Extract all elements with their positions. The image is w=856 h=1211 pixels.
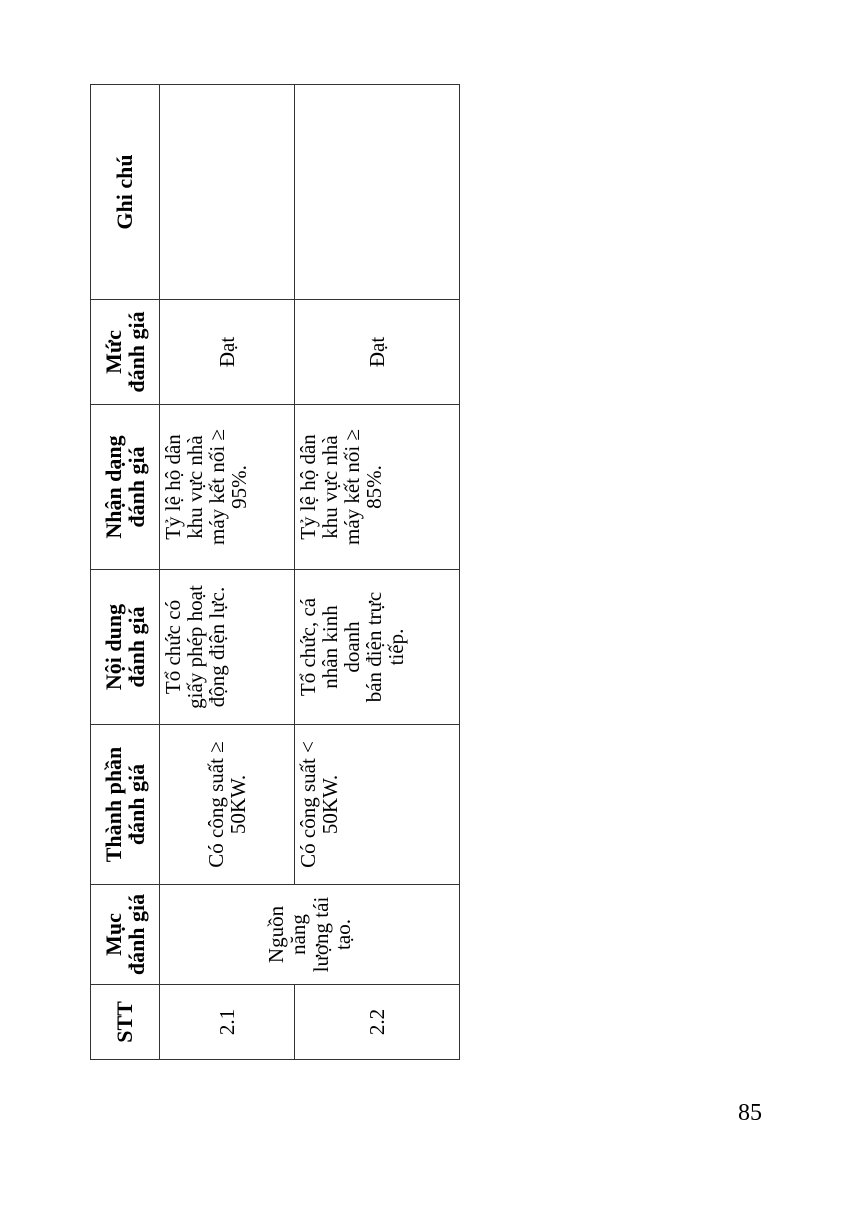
cell-text-line: khu vực nhà — [318, 435, 343, 539]
cell-text-line: tiếp. — [384, 628, 409, 666]
cell-muc: Đạt — [160, 300, 295, 405]
cell-muc-danh-gia — [160, 885, 460, 985]
cell-nhan-dang — [160, 405, 295, 570]
cell-noi-dung — [160, 570, 295, 725]
table-row — [160, 85, 295, 1060]
cell-text-line: Tổ chức, cá — [296, 597, 320, 697]
cell-text-line: tạo. — [330, 919, 355, 950]
header-muc — [91, 300, 160, 405]
cell-text-line: Nguồn — [264, 905, 289, 964]
cell-text-line: đánh giá — [124, 763, 149, 846]
cell-text-line: Nhận dạng — [100, 435, 126, 539]
cell-text-line: Mức — [100, 330, 126, 374]
cell-stt: 2.1 — [160, 985, 295, 1060]
cell-text-line: Tổ chức có — [161, 599, 185, 695]
cell-text-line: năng — [286, 914, 311, 955]
cell-text-line: máy kết nối ≥ — [205, 429, 230, 545]
cell-noi-dung — [295, 570, 460, 725]
cell-ghi-chu — [160, 85, 295, 300]
cell-stt: 2.2 — [295, 985, 460, 1060]
header-ghi-chu: Ghi chú — [91, 85, 160, 300]
header-stt: STT — [91, 985, 160, 1060]
cell-text-line: đánh giá — [124, 311, 149, 393]
cell-text-line: lượng tái — [308, 896, 333, 973]
cell-thanh-phan — [160, 725, 295, 885]
evaluation-table — [90, 84, 460, 1060]
cell-text-line: 50KW. — [226, 774, 250, 835]
cell-text-line: 50KW. — [318, 774, 343, 835]
header-muc-danh-gia — [91, 885, 160, 985]
cell-text-line: khu vực nhà — [183, 435, 208, 539]
cell-text-line: đánh giá — [124, 893, 149, 976]
page-number: 85 — [738, 1100, 762, 1126]
cell-text-line: Có công suất < — [296, 741, 320, 868]
cell-nhan-dang — [295, 405, 460, 570]
cell-muc: Đạt — [295, 300, 460, 405]
cell-text-line: Nội dung — [100, 603, 126, 691]
header-noi-dung — [91, 570, 160, 725]
cell-text-line: nhân kinh — [318, 605, 343, 689]
cell-text-line: giấy phép hoạt — [183, 585, 208, 709]
cell-text-line: Tỷ lệ hộ dân — [296, 434, 320, 540]
cell-text-line: Thành phần — [100, 746, 126, 863]
cell-text-line: 85%. — [362, 465, 387, 509]
cell-text-line: Có công suất ≥ — [203, 741, 228, 868]
cell-text-line: 95%. — [227, 465, 252, 509]
cell-text-line: Tỷ lệ hộ dân — [161, 434, 185, 540]
rotated-table-container — [90, 85, 458, 1060]
cell-text-line: doanh — [340, 621, 365, 673]
cell-text-line: đánh giá — [124, 606, 149, 688]
cell-text-line: máy kết nối ≥ — [340, 429, 365, 545]
cell-text-line: bán điện trực — [362, 591, 387, 703]
cell-text-line: Mục — [100, 913, 126, 956]
cell-thanh-phan — [295, 725, 460, 885]
table-header-row — [91, 85, 160, 1060]
cell-text-line: động điện lực. — [205, 586, 230, 708]
header-thanh-phan — [91, 725, 160, 885]
cell-text-line: đánh giá — [124, 446, 149, 528]
cell-ghi-chu — [295, 85, 460, 300]
header-nhan-dang — [91, 405, 160, 570]
